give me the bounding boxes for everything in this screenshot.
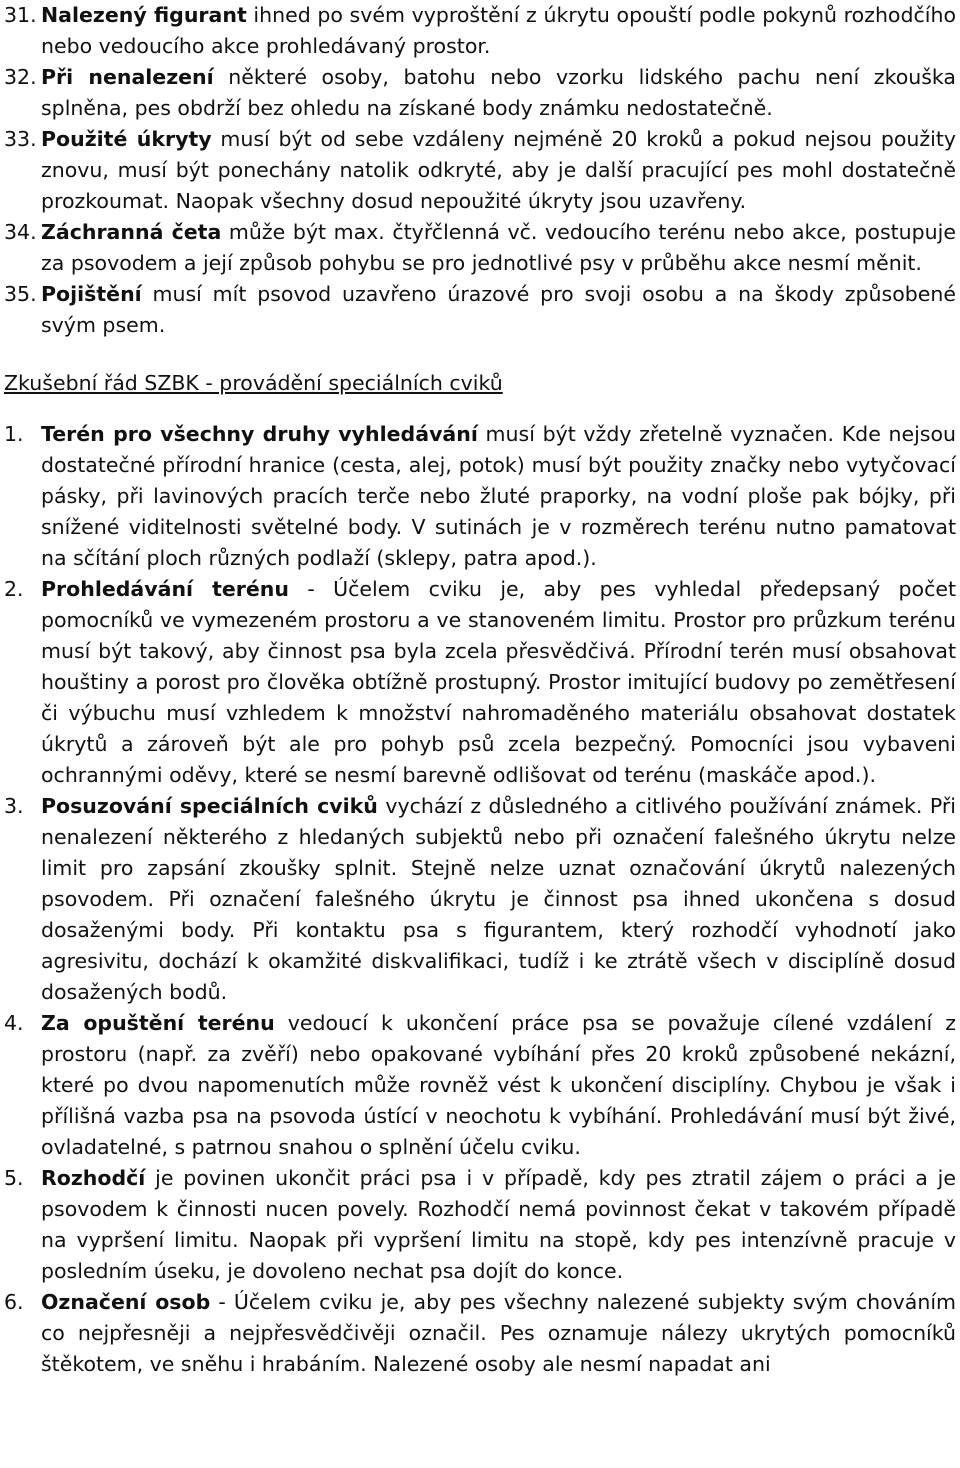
item-number: 1.	[4, 422, 24, 446]
item-rest: - Účelem cviku je, aby pes všechny nalezené subjekty svým chováním co nejpřesněji a nejpřesvědčivěji označil. Pes oznamuje nálezy ukrytých pomocníků štěkotem, ve sněhu i hrabáním. Nalezené osoby ale nesmí napadat ani	[41, 1290, 956, 1376]
item-number: 3.	[4, 794, 24, 818]
item-rest: - Účelem cviku je, aby pes vyhledal předepsaný počet pomocníků ve vymezeném prostoru a ve stanoveném limitu. Prostor pro průzkum terénu musí být takový, aby činnost psa byla zcela přesvědčivá. Přírodní terén musí obsahovat houštiny a porost pro člověka obtížně prostupný. Prostor imitující budovy po zemětřesení či výbuchu musí vzhledem k množství nahromaděného materiálu obsahovat dostatek úkrytů a zároveň být ale pro pohyb psů zcela bezpečný. Pomocníci jsou vybaveni ochrannými oděvy, které se nesmí barevně odlišovat od terénu (maskáče apod.).	[41, 577, 956, 787]
list-item	[4, 1008, 956, 1163]
item-number: 4.	[4, 1011, 24, 1035]
list-item	[4, 217, 956, 279]
list-item	[4, 791, 956, 1008]
item-number: 33.	[4, 127, 37, 151]
item-number: 32.	[4, 65, 37, 89]
item-term: Označení osob	[41, 1290, 211, 1314]
item-text	[41, 574, 956, 791]
item-term: Záchranná četa	[41, 220, 222, 244]
item-number: 31.	[4, 3, 37, 27]
item-text	[41, 217, 956, 279]
item-number: 5.	[4, 1166, 24, 1190]
item-rest: vedoucí k ukončení práce psa se považuje cílené vzdálení z prostoru (např. za zvěří) nebo opakované vybíhání přes 20 kroků způsobené nekázní, které po dvou napomenutích může rovněž vést k ukončení disciplíny. Chybou je však i přílišná vazba psa na psovoda ústící v neochotu k vybíhání. Prohledávání musí být živé, ovladatelné, s patrnou snahou o splnění účelu cviku.	[41, 1011, 956, 1159]
item-text	[41, 791, 956, 1008]
list-item	[4, 419, 956, 574]
list-item	[4, 1163, 956, 1287]
item-text	[41, 1287, 956, 1380]
item-text	[41, 419, 956, 574]
item-rest: může být max. čtyřčlenná vč. vedoucího terénu nebo akce, postupuje za psovodem a její způsob pohybu se pro jednotlivé psy v průběhu akce nesmí měnit.	[41, 220, 956, 275]
item-text	[41, 1163, 956, 1287]
item-term: Při nenalezení	[41, 65, 214, 89]
item-rest: je povinen ukončit práci psa i v případě, kdy pes ztratil zájem o práci a je psovodem k činnosti nucen povely. Rozhodčí nemá povinnost čekat v takovém případě na vypršení limitu. Naopak při vypršení limitu na stopě, kdy pes intenzívně pracuje v posledním úseku, je dovoleno nechat psa dojít do konce.	[41, 1166, 956, 1283]
item-rest: některé osoby, batohu nebo vzorku lidského pachu není zkouška splněna, pes obdrží bez ohledu na získané body známku nedostatečně.	[41, 65, 956, 120]
item-term: Posuzování speciálních cviků	[41, 794, 378, 818]
item-term: Prohledávání terénu	[41, 577, 289, 601]
item-rest: musí být vždy zřetelně vyznačen. Kde nejsou dostatečné přírodní hranice (cesta, alej, potok) musí být použity značky nebo vytyčovací pásky, při lavinových pracích terče nebo žluté praporky, na vodní ploše pak bójky, při snížené viditelnosti světelné body. V sutinách je v rozměrech terénu nutno pamatovat na sčítání ploch různých podlaží (sklepy, patra apod.).	[41, 422, 956, 570]
section-title: Zkušební řád SZBK - provádění speciálních cviků	[4, 371, 503, 395]
list-item	[4, 124, 956, 217]
item-number: 34.	[4, 220, 37, 244]
list-item	[4, 62, 956, 124]
item-rest: musí být od sebe vzdáleny nejméně 20 kroků a pokud nejsou použity znovu, musí být ponechány natolik odkryté, aby je další pracující pes mohl dostatečně prozkoumat. Naopak všechny dosud nepoužité úkryty jsou uzavřeny.	[41, 127, 956, 213]
item-term: Terén pro všechny druhy vyhledávání	[41, 422, 478, 446]
list-item	[4, 279, 956, 341]
item-rest: ihned po svém vyproštění z úkrytu opouští podle pokynů rozhodčího nebo vedoucího akce prohledávaný prostor.	[41, 3, 956, 58]
item-number: 35.	[4, 282, 37, 306]
list-item	[4, 1287, 956, 1380]
item-text	[41, 62, 956, 124]
item-rest: musí mít psovod uzavřeno úrazové pro svoji osobu a na škody způsobené svým psem.	[41, 282, 956, 337]
item-number: 2.	[4, 577, 24, 601]
item-text	[41, 0, 956, 62]
list-item	[4, 0, 956, 62]
item-rest: vychází z důsledného a citlivého používání známek. Při nenalezení některého z hledaných subjektů nebo při označení falešného úkrytu nelze limit pro zapsání zkoušky splnit. Stejně nelze uznat označování úkrytů nalezených psovodem. Při označení falešného úkrytu je činnost psa ihned ukončena s dosud dosaženými body. Při kontaktu psa s figurantem, který rozhodčí vyhodnotí jako agresivitu, dochází k okamžité diskvalifikaci, tudíž i ke ztrátě všech v disciplíně dosud dosažených bodů.	[41, 794, 957, 1004]
list-item	[4, 574, 956, 791]
item-text	[41, 279, 956, 341]
item-term: Rozhodčí	[41, 1166, 146, 1190]
item-text	[41, 1008, 956, 1163]
item-term: Nalezený figurant	[41, 3, 247, 27]
item-number: 6.	[4, 1290, 24, 1314]
rules-list-continued	[4, 0, 956, 341]
item-term: Použité úkryty	[41, 127, 212, 151]
item-term: Za opuštění terénu	[41, 1011, 275, 1035]
item-term: Pojištění	[41, 282, 142, 306]
special-exercises-list	[4, 419, 956, 1380]
item-text	[41, 124, 956, 217]
